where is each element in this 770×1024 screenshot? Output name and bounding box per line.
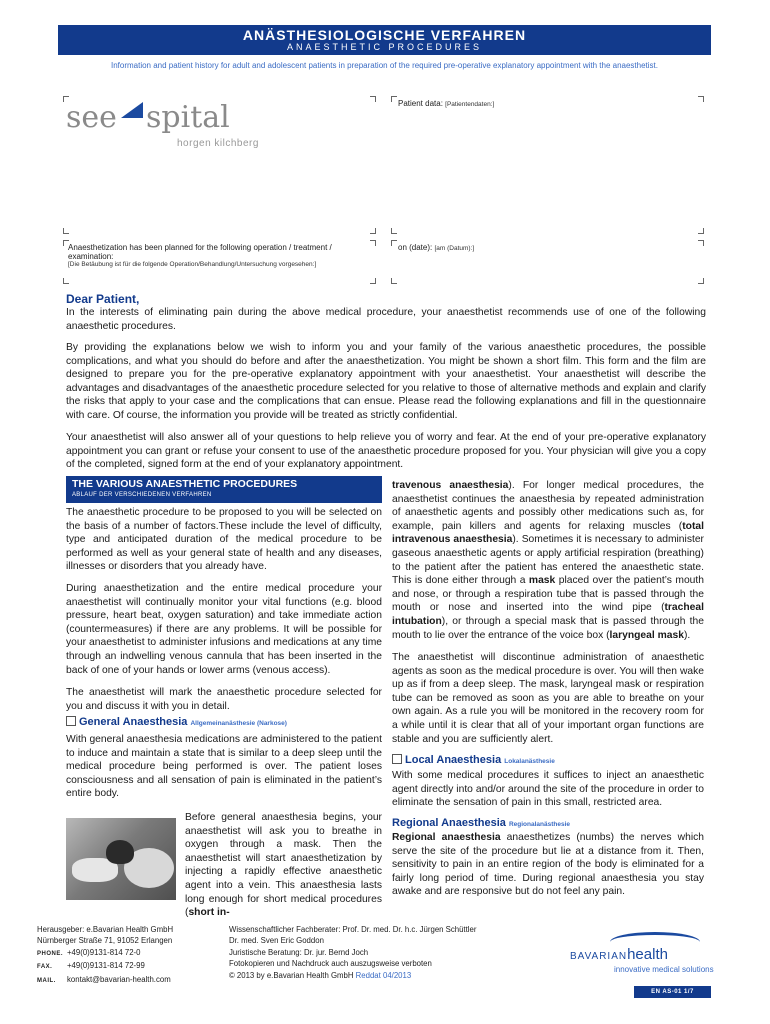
anaesthesia-mask-photo <box>66 818 176 900</box>
corner-mark <box>698 240 704 246</box>
section-title: THE VARIOUS ANAESTHETIC PROCEDURES <box>72 478 298 490</box>
corner-mark <box>698 278 704 284</box>
footer-publisher: Herausgeber: e.Bavarian Health GmbH Nürnberger Straße 71, 91052 Erlangen PHONE. +49(0)9131-814 72-0 FAX. +49(0)9131-814 72-99 MAIL. kontakt@bavarian-health.com <box>37 925 174 984</box>
corner-mark <box>370 240 376 246</box>
logo-triangle-icon <box>121 102 143 118</box>
left-para-5: Before general anaesthesia begins, your anaesthetist will ask you to breathe in oxygen through a mask. Then the anaesthetist will start anaesthetization by injecting a rapidly effective anaesthetic agent into a vein. This anaesthesia lasts long enough for short medical procedures (short in- <box>185 812 382 919</box>
paragraph-questions: Your anaesthetist will also answer all of your questions to help relieve you of worry and fear. At the end of your pre-operative explanatory appointment you can grant or refuse your consent to use of the anaesthetic procedure proposed for you. Your physician will give you a copy of the completed, signed form at the end of your explanatory appointment. <box>66 432 706 471</box>
fax: +49(0)9131-814 72-99 <box>67 961 145 971</box>
page-indicator: EN AS-01 1/7 <box>634 986 711 998</box>
operation-label-de: [Die Betäubung ist für die folgende Operation/Behandlung/Untersuchung vorgesehen:] <box>68 261 317 268</box>
corner-mark <box>370 96 376 102</box>
general-anaesthesia-title: General Anaesthesia <box>79 716 188 728</box>
bavarian-health-logo: BAVARIANhealth innovative medical solutions <box>570 932 710 976</box>
logo-word-see: see <box>66 100 117 135</box>
corner-mark <box>391 240 397 246</box>
section-subtitle: ABLAUF DER VERSCHIEDENEN VERFAHREN <box>72 492 212 498</box>
patient-data-field[interactable] <box>398 99 494 108</box>
corner-mark <box>370 228 376 234</box>
left-para-1: The anaesthetic procedure to be proposed to you will be selected on the basis of a number of factors.These include the level of difficulty, type and anticipated duration of the medical procedure to be performed as well as your general state of health and any diseases, illnesses or disorders that you already have. <box>66 507 382 573</box>
corner-mark <box>391 228 397 234</box>
logo-word-spital: spital <box>146 100 230 135</box>
local-anaesthesia-option[interactable] <box>392 754 555 766</box>
document-subtitle: ANAESTHETIC PROCEDURES <box>286 42 483 52</box>
corner-mark <box>391 278 397 284</box>
left-para-4: With general anaesthesia medications are administered to the patient to induce and maintain a state that is similar to a deep sleep until the medical procedure being performed is over. The patient loses consciousness and all sensation of pain is eliminated in the patient’s entire body. <box>66 734 382 800</box>
date-field[interactable] <box>398 243 474 252</box>
document-title: ANÄSTHESIOLOGISCHE VERFAHREN <box>242 27 527 43</box>
hospital-logo <box>66 100 286 160</box>
date-label-de: [am (Datum):] <box>434 245 475 252</box>
left-para-3: The anaesthetist will mark the anaesthetic procedure selected for you and discuss it with you in detail. <box>66 687 382 712</box>
general-anaesthesia-checkbox[interactable] <box>66 716 76 726</box>
paragraph-intro: In the interests of eliminating pain during the above medical procedure, your anaesthetist recommends use of one of the following anaesthetic procedures. <box>66 307 706 332</box>
right-para-1: travenous anaesthesia). For longer medical procedures, the anaesthetist continues the anaesthesia by repeated administration of anaesthetic agents and possibly other medications such as, for example, pain killers and agents for relaxing muscles (total intravenous anaesthesia). Sometimes it is necessary to administer gaseous anaesthetic agents or apply artificial respiration (breathing) to the patient after the patient has entered the anaesthetic state. This is done either through a mask placed over the patient’s mouth and nose, or through a respiration tube that is passed through the mouth or nose and inserted into the wind pipe (tracheal intubation), or through a special mask that is passed through the mouth to lie over the entrance of the voice box (laryngeal mask). <box>392 480 704 641</box>
operation-label: Anaesthetization has been planned for the following operation / treatment / examination: <box>68 243 332 261</box>
greeting: Dear Patient, <box>66 292 140 306</box>
header-banner <box>58 25 711 55</box>
regional-anaesthesia-heading <box>392 817 570 829</box>
general-anaesthesia-option[interactable] <box>66 716 287 728</box>
regional-anaesthesia-title: Regional Anaesthesia <box>392 817 506 829</box>
right-para-2: The anaesthetist will discontinue administration of anaesthetic agents as soon as the medical procedure is over. You will then wake up as if from a deep sleep. The mask, laryngeal mask or respiration tube can be removed as soon as you are able to breathe on your own again. As a rule you will be monitored in the recovery room for a while until it is clear that all of your important organ functions are stable and you are sufficiently alert. <box>392 652 704 745</box>
intro-line: Information and patient history for adult and adolescent patients in preparation of the required pre-operative explanatory appointment with the anaesthetist. <box>110 61 658 70</box>
corner-mark <box>370 278 376 284</box>
paragraph-explanations: By providing the explanations below we wish to inform you and your family of the various anaesthetic procedures, the possible complications, and what you should do before and after the anaesthetization. You might be shown a short film. This form and the film are designed to prepare you for the pre-operative explanatory appointment with your anaesthetist. Your anaesthetist will describe the advantages and disadvantages of the anaesthetic procedure selected for you relative to those of alternative methods and explain and clarify the risks that apply to your case and the complications that can ensue. Please read the following explanations and fill in the questionnaire with care. Of course, the information you provide will be treated as strictly confidential. <box>66 342 706 421</box>
corner-mark <box>63 228 69 234</box>
corner-mark <box>698 96 704 102</box>
corner-mark <box>391 96 397 102</box>
local-anaesthesia-checkbox[interactable] <box>392 754 402 764</box>
footer-credits: Wissenschaftlicher Fachberater: Prof. Dr. med. Dr. h.c. Jürgen Schüttler Dr. med. Sven Eric Goddon Juristische Beratung: Dr. jur. Bernd Joch Fotokopieren und Nachdruck auch auszugsweise verboten © 2013 by e.Bavarian Health GmbH Reddat 04/2013 <box>229 925 477 980</box>
general-anaesthesia-de: Allgemeinanästhesie (Narkose) <box>190 720 287 727</box>
left-para-2: During anaesthetization and the entire medical procedure your anaesthetist will continually monitor your vital functions (e.g. blood pressure, heart beat, oxygen saturation) and take immediate action (countermeasures) if there are any problems. It will be possible for your anaesthetist to administer infusions and medications at any time through an indwelling venous cannula that has been inserted in the back of one of your hands or lower arms (venous access). <box>66 583 382 676</box>
publisher: Herausgeber: e.Bavarian Health GmbH <box>37 925 174 934</box>
corner-mark <box>698 228 704 234</box>
phone: +49(0)9131-814 72-0 <box>67 947 141 957</box>
right-para-3: With some medical procedures it suffices to inject an anaesthetic agent directly into and/or around the site of the procedure in order to eliminate the sensation of pain in this small, restricted area. <box>392 770 704 809</box>
operation-field[interactable] <box>68 243 368 268</box>
right-para-4: Regional anaesthesia anaesthetizes (numbs) the nerves which serve the site of the procedure but lie at a distance from it. Then, sensitivity to pain in an entire region of the body is eliminated for a fairly long period of time. During regional anaesthesia you stay awake and are responsive but do not feel any pain. <box>392 832 705 898</box>
local-anaesthesia-de: Lokalanästhesie <box>504 758 555 765</box>
logo-subtitle: horgen kilchberg <box>177 138 259 149</box>
section-heading <box>66 476 382 503</box>
regional-anaesthesia-de: Regionalanästhesie <box>508 821 571 828</box>
date-label: on (date): <box>398 243 433 252</box>
local-anaesthesia-title: Local Anaesthesia <box>405 754 502 766</box>
patient-data-label: Patient data: <box>398 99 443 108</box>
patient-data-label-de: [Patientendaten:] <box>445 101 495 108</box>
address: Nürnberger Straße 71, 91052 Erlangen <box>37 936 173 946</box>
email-link[interactable]: kontakt@bavarian-health.com <box>67 974 171 984</box>
corner-mark <box>63 278 69 284</box>
